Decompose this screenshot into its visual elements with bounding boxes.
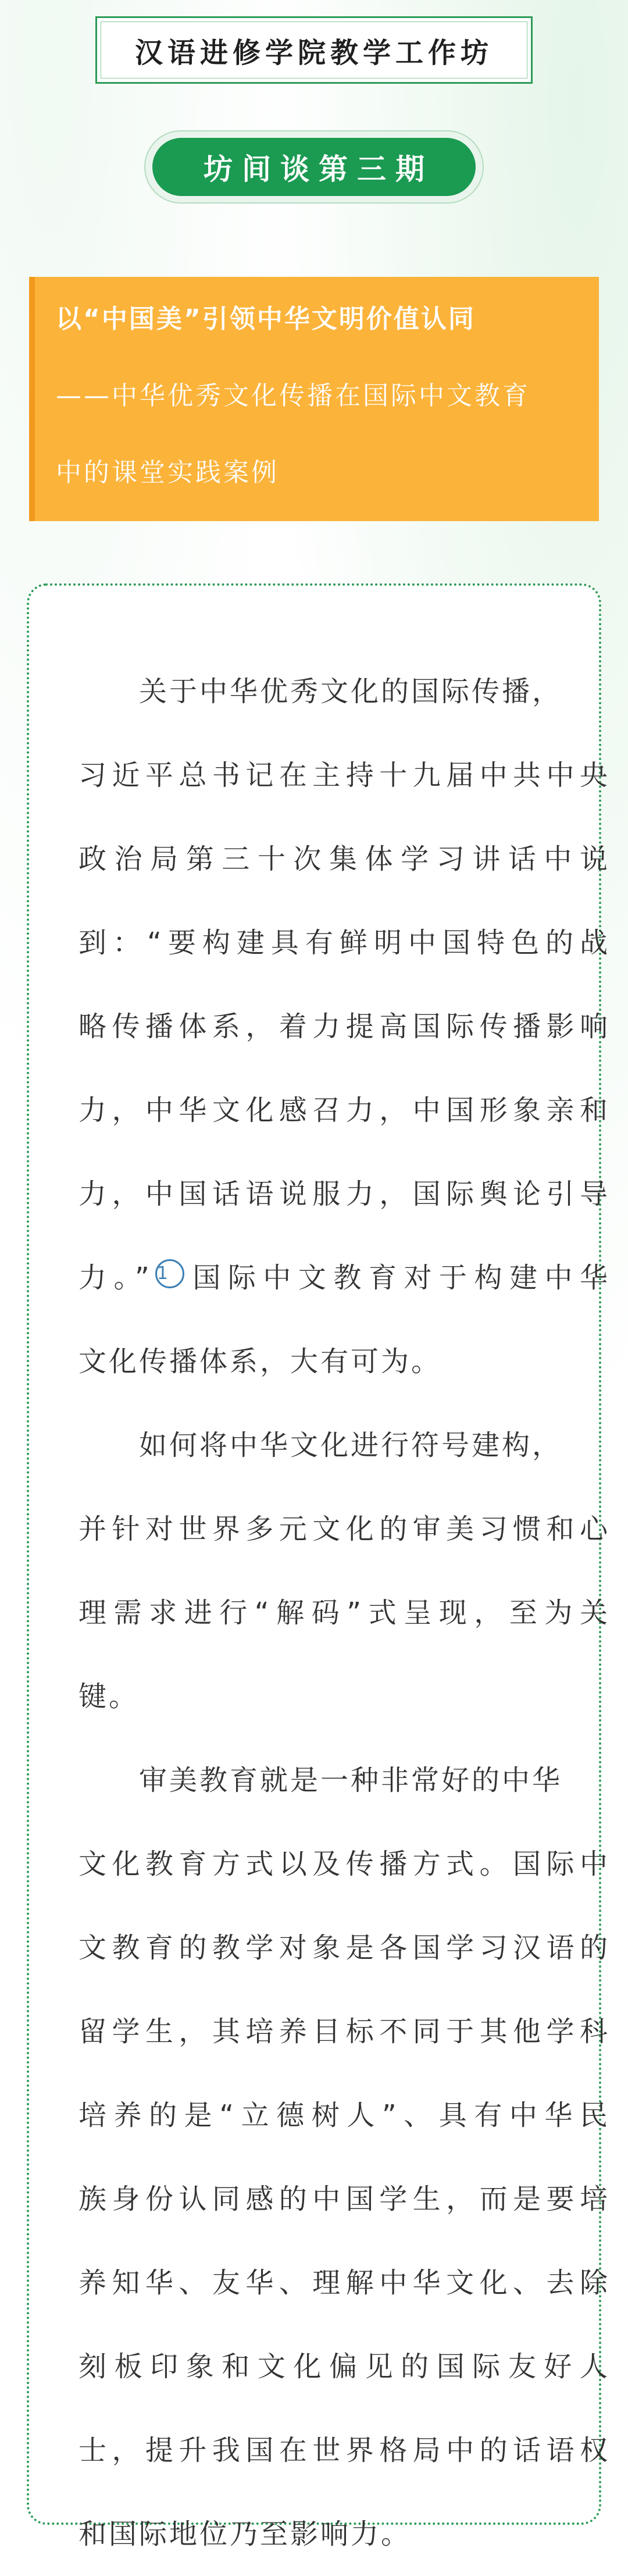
text-line: 文教育的教学对象是各国学习汉语的 (78, 1932, 610, 1964)
text-line: 审美教育就是一种非常好的中华 (139, 1764, 563, 1797)
page-title: 汉语进修学院教学工作坊 (134, 36, 493, 69)
text-line: 文化传播体系，大有可为。 (78, 1345, 442, 1378)
text-line: 键。 (78, 1680, 140, 1713)
topic-subtitle-line-1: ——中华优秀文化传播在国际中文教育 (56, 381, 530, 411)
text-line: 和国际地位乃至影响力。 (78, 2518, 412, 2550)
text-line: 并针对世界多元文化的审美习惯和心 (78, 1513, 610, 1545)
banner-accent-bar (29, 277, 35, 521)
text-line: 文化教育方式以及传播方式。国际中 (78, 1848, 610, 1880)
article-paragraph-3 (78, 1738, 610, 2576)
text-line: 到：“要构建具有鲜明中国特色的战 (78, 927, 610, 959)
text-line: 培养的是“立德树人”、具有中华民 (78, 2099, 610, 2132)
footnote-marker[interactable]: 1 (155, 1259, 184, 1288)
text-line: 士，提升我国在世界格局中的话语权 (78, 2434, 610, 2467)
text-segment: 力。” (78, 1262, 152, 1294)
text-line: 力，中国话语说服力，国际舆论引导 (78, 1178, 610, 1210)
text-line: 如何将中华文化进行符号建构， (139, 1429, 563, 1462)
text-line: 族身份认同感的中国学生，而是要培 (78, 2183, 610, 2215)
article-paragraph-2 (78, 1403, 610, 1738)
text-line: 养知华、友华、理解中华文化、去除 (78, 2267, 610, 2299)
text-line: 留学生，其培养目标不同于其他学科 (78, 2015, 610, 2048)
text-line: 关于中华优秀文化的国际传播， (139, 675, 563, 708)
header-title-box (95, 16, 533, 84)
text-line: 习近平总书记在主持十九届中共中央 (78, 759, 610, 792)
text-line-with-footnote (78, 1236, 610, 1320)
topic-banner (29, 277, 599, 521)
text-line: 理需求进行“解码”式呈现，至为关 (78, 1597, 610, 1629)
article-card (27, 583, 610, 2550)
text-line: 略传播体系，着力提高国际传播影响 (78, 1010, 610, 1043)
text-line: 刻板印象和文化偏见的国际友好人 (78, 2350, 610, 2383)
topic-title: 以“中国美”引领中华文明价值认同 (56, 304, 476, 334)
text-line: 政治局第三十次集体学习讲话中说 (78, 843, 610, 875)
issue-label: 坊间谈第三期 (152, 138, 476, 196)
article-paragraph-1 (78, 650, 610, 1403)
issue-badge (144, 130, 484, 204)
topic-subtitle-line-2: 中的课堂实践案例 (56, 458, 279, 487)
text-line: 力，中华文化感召力，中国形象亲和 (78, 1094, 610, 1127)
text-segment: 国际中文教育对于构建中华 (187, 1262, 610, 1294)
